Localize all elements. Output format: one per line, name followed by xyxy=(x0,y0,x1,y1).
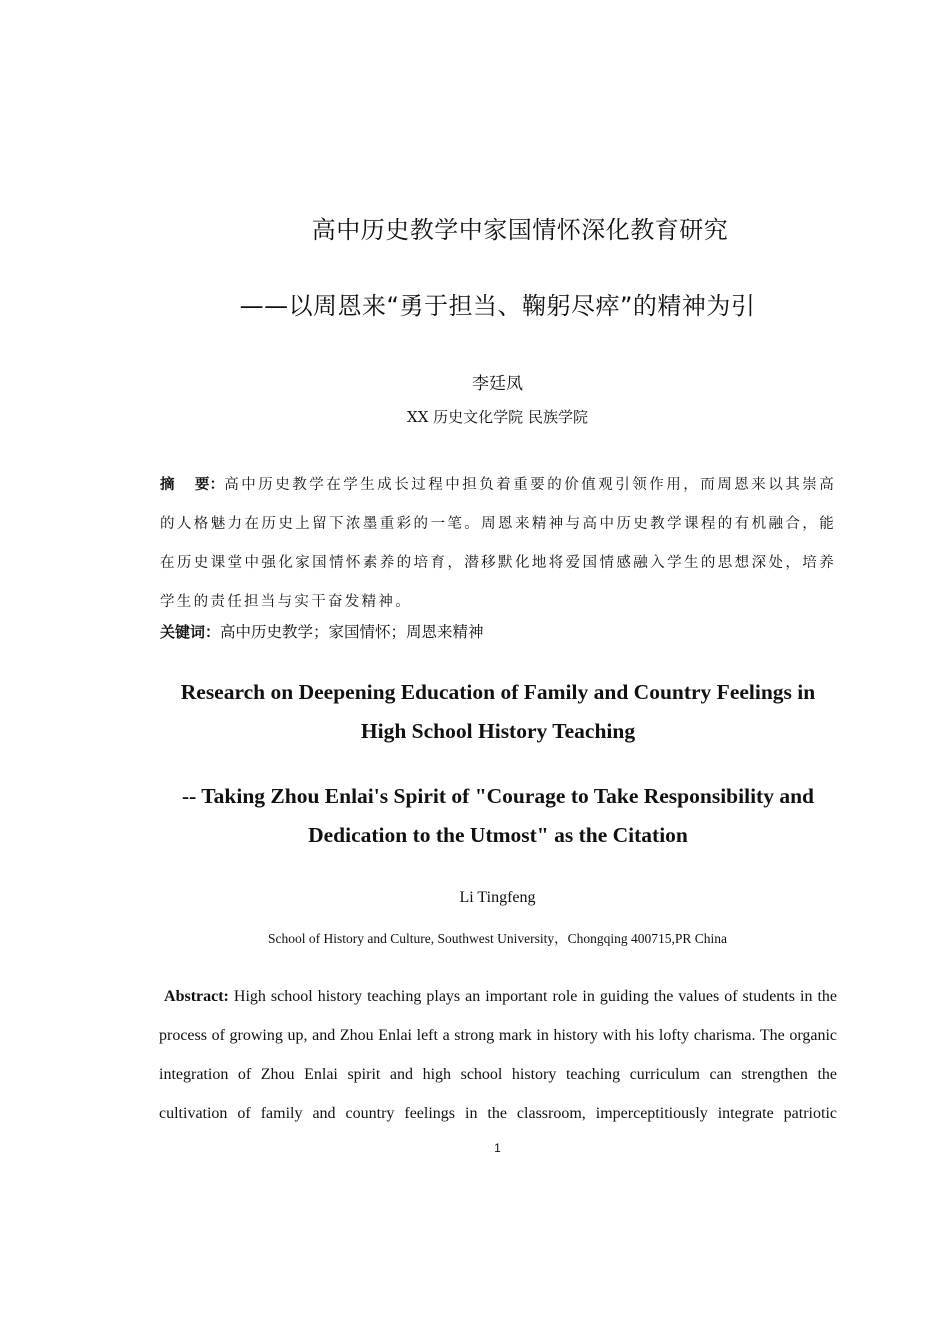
chinese-author: 李廷凤 xyxy=(472,374,523,394)
english-affiliation: School of History and Culture, Southwest University，Chongqing 400715,PR China xyxy=(268,931,727,946)
chinese-abstract xyxy=(160,466,836,622)
chinese-abstract-text: 高中历史教学在学生成长过程中担负着重要的价值观引领作用，而周恩来以其崇高的人格魅力在历史上留下浓墨重彩的一笔。周恩来精神与高中历史教学课程的有机融合，能在历史课堂中强化家国情怀素养的培育，潜移默化地将爱国情感融入学生的思想深处，培养学生的责任担当与实干奋发精神。 xyxy=(160,477,837,610)
english-subtitle: -- Taking Zhou Enlai's Spirit of "Courage to Take Responsibility and Dedication to the Utmost" as the Citation xyxy=(181,784,815,847)
english-author: Li Tingfeng xyxy=(459,889,536,906)
english-abstract-label: Abstract: xyxy=(164,988,229,1005)
page-number: 1 xyxy=(494,1141,501,1155)
chinese-title: 高中历史教学中家国情怀深化教育研究 xyxy=(311,216,729,244)
chinese-affiliation: XX 历史文化学院 民族学院 xyxy=(407,408,588,426)
english-abstract-text: High school history teaching plays an important role in guiding the values of students in the process of growing up, and Zhou Enlai left a strong mark in history with his lofty charisma. The organic integration of Zhou Enlai spirit and high school history teaching curriculum can strengthen the cultivation of family and country feelings in the classroom, imperceptitiously integrate patriotic xyxy=(159,988,837,1122)
chinese-keywords-text: 高中历史教学；家国情怀；周恩来精神 xyxy=(220,623,484,641)
chinese-keywords xyxy=(160,620,484,642)
chinese-subtitle: ——以周恩来“勇于担当、鞠躬尽瘁”的精神为引 xyxy=(239,292,756,320)
english-title: Research on Deepening Education of Family and Country Feelings in High School History Teaching xyxy=(180,680,816,743)
chinese-keywords-label: 关键词： xyxy=(160,623,221,641)
english-abstract xyxy=(159,977,837,1133)
chinese-abstract-label: 摘 要： xyxy=(160,477,225,493)
